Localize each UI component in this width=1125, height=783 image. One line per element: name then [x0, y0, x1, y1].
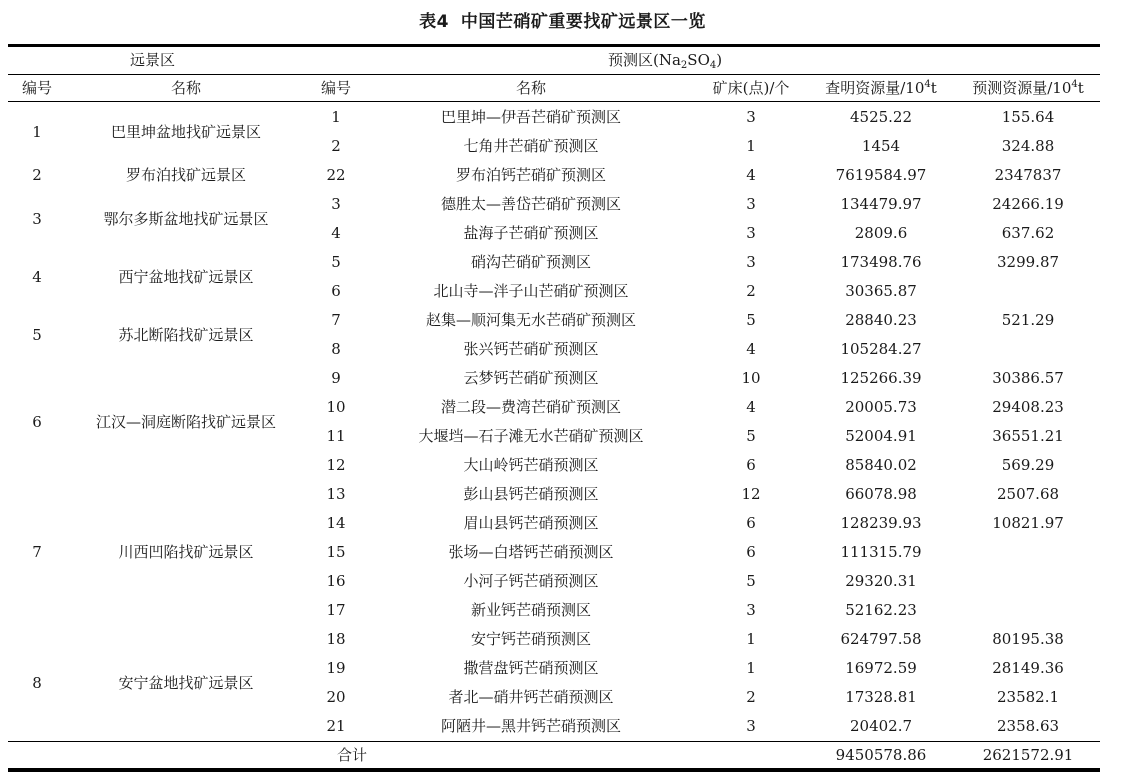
forecast-name: 硝沟芒硝矿预测区	[470, 253, 591, 271]
proven-resource: 29320.31	[845, 572, 917, 590]
predicted-resource: 80195.38	[992, 630, 1064, 648]
forecast-no: 4	[331, 224, 341, 242]
total-proven: 9450578.86	[806, 742, 956, 771]
table-row	[8, 248, 1100, 277]
proven-resource: 17328.81	[845, 688, 917, 706]
table-row	[8, 480, 1100, 509]
proven-resource: 16972.59	[845, 659, 917, 677]
forecast-no: 10	[326, 398, 346, 416]
forecast-name: 云梦钙芒硝矿预测区	[463, 369, 599, 387]
forecast-no: 12	[326, 456, 346, 474]
forecast-name: 彭山县钙芒硝预测区	[463, 485, 599, 503]
deposit-count: 3	[746, 601, 756, 619]
total-row	[8, 742, 1100, 771]
forecast-name: 大堰垱—石子滩无水芒硝矿预测区	[418, 427, 644, 445]
total-predicted: 2621572.91	[956, 742, 1100, 771]
predicted-resource	[956, 538, 1100, 567]
prospect-name: 罗布泊找矿远景区	[125, 166, 246, 184]
proven-resource: 1454	[861, 137, 901, 155]
forecast-name: 眉山县钙芒硝预测区	[463, 514, 599, 532]
prospect-no: 1	[32, 122, 42, 141]
proven-resource: 7619584.97	[835, 166, 927, 184]
predicted-resource	[956, 277, 1100, 306]
forecast-no: 9	[331, 369, 341, 387]
table-row	[8, 102, 1100, 133]
proven-resource: 134479.97	[840, 195, 922, 213]
col-header-proven: 查明资源量$/10^4t$	[806, 75, 956, 102]
proven-resource: 173498.76	[840, 253, 922, 271]
deposit-count: 3	[746, 717, 756, 735]
prospect-table	[8, 44, 1100, 772]
forecast-no: 22	[326, 166, 346, 184]
predicted-resource: 29408.23	[992, 398, 1064, 416]
table-row	[8, 364, 1100, 393]
deposit-count: 4	[746, 166, 756, 184]
forecast-name: 北山寺—泮子山芒硝矿预测区	[433, 282, 629, 300]
prospect-no: 8	[32, 673, 42, 692]
prospect-name: 西宁盆地找矿远景区	[118, 267, 254, 286]
forecast-name: 撒营盘钙芒硝预测区	[463, 659, 599, 677]
col-header-forecast-name: 名称	[366, 75, 696, 102]
table-title	[0, 8, 1125, 36]
predicted-resource: 569.29	[1001, 456, 1055, 474]
prospect-name: 川西凹陷找矿远景区	[118, 543, 254, 561]
proven-resource: 52004.91	[845, 427, 917, 445]
forecast-no: 11	[326, 427, 346, 445]
prospect-name: 安宁盆地找矿远景区	[118, 673, 254, 692]
table-row	[8, 190, 1100, 219]
proven-resource: 2809.6	[854, 224, 908, 242]
proven-resource: 125266.39	[840, 369, 922, 387]
deposit-count: 3	[746, 224, 756, 242]
predicted-resource: 36551.21	[992, 427, 1064, 445]
proven-resource: 52162.23	[845, 601, 917, 619]
proven-resource: 85840.02	[845, 456, 917, 474]
forecast-no: 3	[331, 195, 341, 213]
group-header-prospect: 远景区	[8, 46, 366, 75]
deposit-count: 10	[741, 369, 761, 387]
forecast-name: 者北—硝井钙芒硝预测区	[448, 688, 614, 706]
deposit-count: 2	[746, 282, 756, 300]
predicted-resource: 30386.57	[992, 369, 1064, 387]
deposit-count: 6	[746, 514, 756, 532]
forecast-no: 13	[326, 485, 346, 503]
forecast-no: 5	[331, 253, 341, 271]
forecast-no: 20	[326, 688, 346, 706]
forecast-name: 巴里坤—伊吾芒硝矿预测区	[440, 108, 621, 126]
predicted-resource: 2347837	[994, 166, 1062, 184]
group-header-forecast: 预测区$(Na_2SO_4)$	[366, 46, 1100, 75]
forecast-name: 德胜太—善岱芒硝矿预测区	[440, 195, 621, 213]
forecast-name: 罗布泊钙芒硝矿预测区	[455, 166, 606, 184]
predicted-resource: 324.88	[1001, 137, 1055, 155]
predicted-resource: 637.62	[1001, 224, 1055, 242]
forecast-name: 潜二段—费湾芒硝矿预测区	[440, 398, 621, 416]
deposit-count: 1	[746, 137, 756, 155]
col-header-predicted: 预测资源量$/10^4t$	[956, 75, 1100, 102]
proven-resource: 20005.73	[845, 398, 917, 416]
predicted-resource: 521.29	[1001, 311, 1055, 329]
deposit-count: 12	[741, 485, 761, 503]
total-label: 合计	[8, 742, 696, 771]
forecast-name: 盐海子芒硝矿预测区	[463, 224, 599, 242]
prospect-no: 6	[32, 412, 42, 431]
deposit-count: 3	[746, 108, 756, 126]
proven-resource: 66078.98	[845, 485, 917, 503]
proven-resource: 128239.93	[840, 514, 922, 532]
proven-resource: 105284.27	[840, 340, 922, 358]
prospect-no: 7	[32, 543, 42, 561]
prospect-name: 江汉—洞庭断陷找矿远景区	[95, 412, 276, 431]
deposit-count: 1	[746, 659, 756, 677]
forecast-no: 1	[331, 108, 341, 126]
deposit-count: 5	[746, 572, 756, 590]
table-row	[8, 161, 1100, 190]
table-row	[8, 625, 1100, 654]
predicted-resource: 2507.68	[997, 485, 1060, 503]
predicted-resource	[956, 596, 1100, 625]
forecast-no: 7	[331, 311, 341, 329]
forecast-name: 安宁钙芒硝预测区	[470, 630, 591, 648]
predicted-resource	[956, 335, 1100, 364]
proven-resource: 30365.87	[845, 282, 917, 300]
prospect-name: 鄂尔多斯盆地找矿远景区	[103, 209, 269, 228]
total-deposits	[696, 742, 806, 771]
proven-resource: 20402.7	[849, 717, 913, 735]
forecast-no: 21	[326, 717, 346, 735]
table-caption: 中国芒硝矿重要找矿远景区一览	[460, 12, 706, 32]
col-header-prospect-name: 名称	[66, 75, 306, 102]
forecast-no: 6	[331, 282, 341, 300]
deposit-count: 3	[746, 195, 756, 213]
forecast-no: 8	[331, 340, 341, 358]
proven-resource: 111315.79	[840, 543, 922, 561]
forecast-no: 2	[331, 137, 341, 155]
predicted-resource: 3299.87	[997, 253, 1060, 271]
deposit-count: 3	[746, 253, 756, 271]
col-header-deposits: 矿床(点)/个	[696, 75, 806, 102]
forecast-no: 19	[326, 659, 346, 677]
forecast-name: 大山岭钙芒硝预测区	[463, 456, 599, 474]
prospect-no: 3	[32, 209, 42, 228]
deposit-count: 6	[746, 543, 756, 561]
predicted-resource: 24266.19	[992, 195, 1064, 213]
predicted-resource: 23582.1	[997, 688, 1060, 706]
predicted-resource: 28149.36	[992, 659, 1064, 677]
forecast-no: 15	[326, 543, 346, 561]
proven-resource: 624797.58	[840, 630, 922, 648]
forecast-no: 18	[326, 630, 346, 648]
forecast-name: 阿陋井—黑井钙芒硝预测区	[440, 717, 621, 735]
prospect-no: 5	[32, 325, 42, 344]
forecast-no: 17	[326, 601, 346, 619]
forecast-name: 赵集—顺河集无水芒硝矿预测区	[425, 311, 636, 329]
forecast-name: 新业钙芒硝预测区	[470, 601, 591, 619]
forecast-no: 14	[326, 514, 346, 532]
prospect-name: 巴里坤盆地找矿远景区	[110, 122, 261, 141]
proven-resource: 28840.23	[845, 311, 917, 329]
table-row	[8, 306, 1100, 335]
deposit-count: 5	[746, 311, 756, 329]
deposit-count: 6	[746, 456, 756, 474]
forecast-name: 张兴钙芒硝矿预测区	[463, 340, 599, 358]
forecast-name: 张场—白塔钙芒硝预测区	[448, 543, 614, 561]
forecast-name: 七角井芒硝矿预测区	[463, 137, 599, 155]
forecast-no: 16	[326, 572, 346, 590]
forecast-name: 小河子钙芒硝预测区	[463, 572, 599, 590]
deposit-count: 5	[746, 427, 756, 445]
predicted-resource: 155.64	[1001, 108, 1055, 126]
deposit-count: 4	[746, 340, 756, 358]
prospect-no: 4	[32, 267, 42, 286]
predicted-resource: 10821.97	[992, 514, 1064, 532]
table-body	[8, 102, 1100, 742]
col-header-prospect-no: 编号	[8, 75, 66, 102]
deposit-count: 4	[746, 398, 756, 416]
prospect-name: 苏北断陷找矿远景区	[118, 325, 254, 344]
proven-resource: 4525.22	[849, 108, 913, 126]
predicted-resource: 2358.63	[997, 717, 1060, 735]
predicted-resource	[956, 567, 1100, 596]
prospect-no: 2	[32, 166, 42, 184]
group-header-row	[8, 46, 1100, 75]
deposit-count: 2	[746, 688, 756, 706]
col-header-forecast-no: 编号	[306, 75, 366, 102]
column-header-row	[8, 75, 1100, 102]
deposit-count: 1	[746, 630, 756, 648]
table-number: 表4	[419, 12, 449, 32]
